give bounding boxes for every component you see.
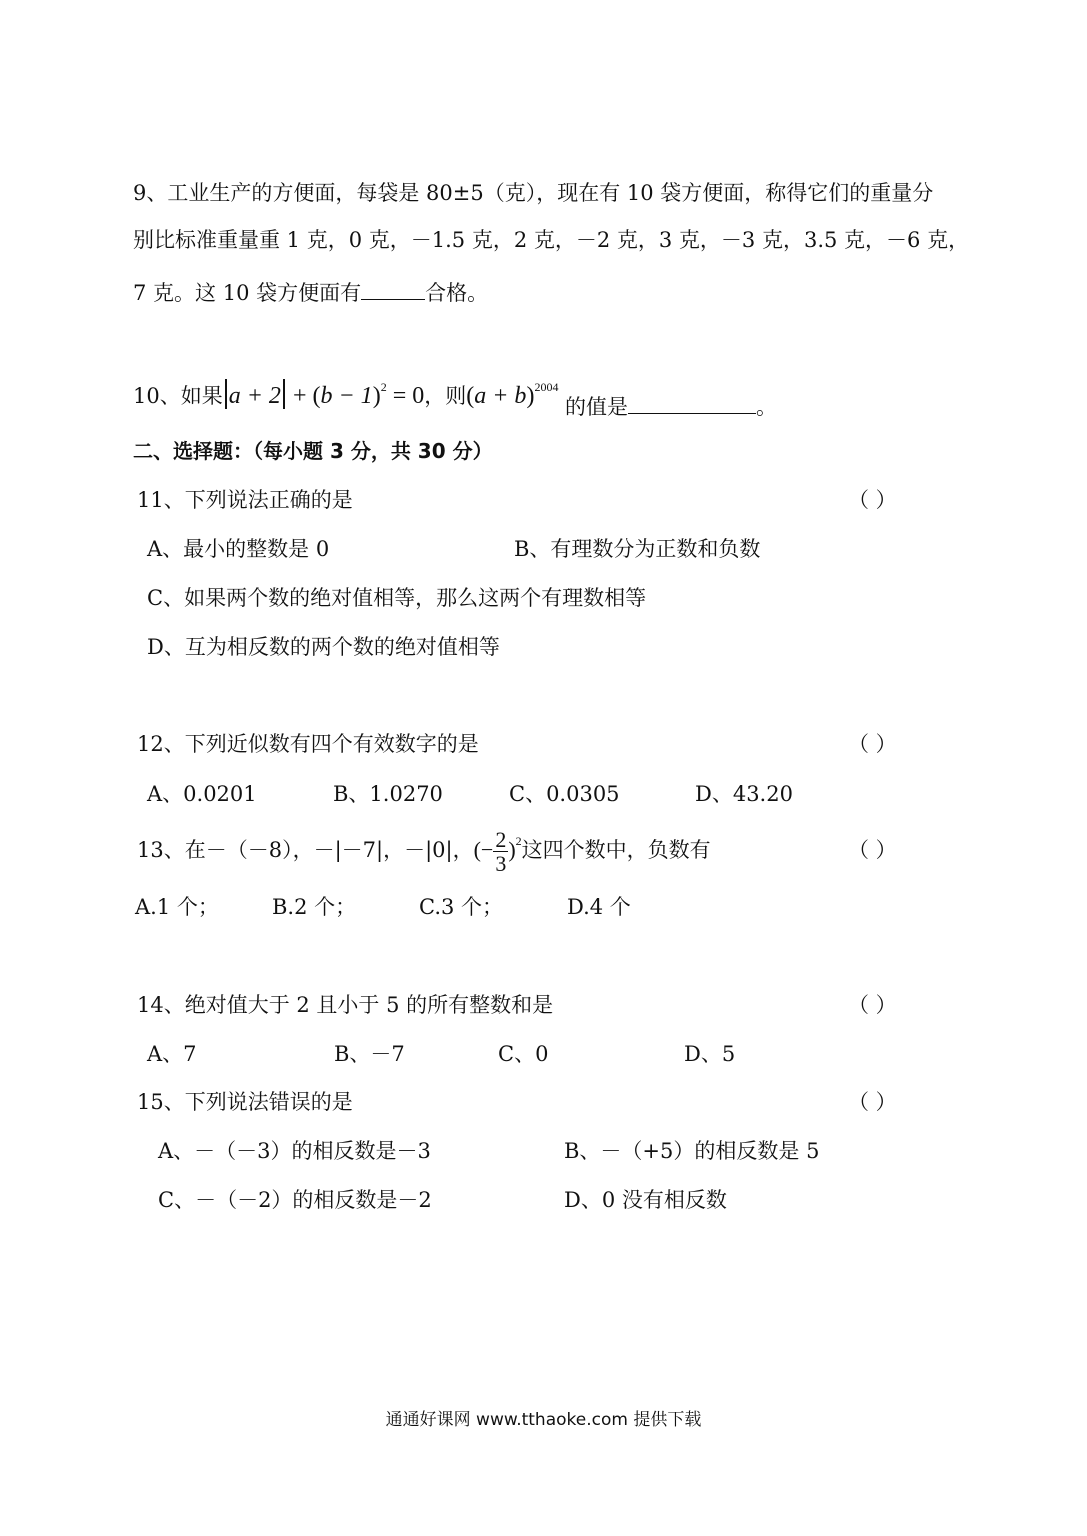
q13-frac-exp: 2 (515, 834, 522, 848)
q10-mid: ，则 (424, 384, 467, 408)
q9-answer-blank (361, 298, 425, 300)
q13-stem-a: 13、在－（－8），－|－7|，－|0|， (137, 838, 474, 862)
q11-answer-paren: （ ） (848, 488, 897, 512)
q9-line1: 9、工业生产的方便面，每袋是 80±5（克），现在有 10 袋方便面，称得它们的重量分 (133, 181, 934, 205)
q10-suffix: 的值是 (565, 395, 628, 419)
q11-option-d: D、互为相反数的两个数的绝对值相等 (147, 635, 500, 659)
q13-stem (137, 820, 711, 880)
q13-option-d: D.4 个 (567, 895, 631, 919)
q10-exp-2004: 2004 (534, 380, 559, 394)
q13-option-b: B.2 个； (272, 895, 357, 919)
q13-frac-num: 2 (495, 826, 507, 852)
q9-line3-end: 合格。 (425, 281, 489, 305)
q12-option-d: D、43.20 (695, 782, 793, 806)
q14-option-a: A、7 (147, 1042, 197, 1066)
q12-option-a: A、0.0201 (147, 782, 257, 806)
q15-stem: 15、下列说法错误的是 (137, 1090, 353, 1114)
q14-stem: 14、绝对值大于 2 且小于 5 的所有整数和是 (137, 993, 554, 1017)
q13-frac-den: 3 (495, 851, 507, 876)
q14-option-b: B、－7 (334, 1042, 405, 1066)
q13-answer-paren: （ ） (848, 838, 897, 862)
q15-option-d: D、0 没有相反数 (564, 1188, 727, 1212)
q14-answer-paren: （ ） (848, 993, 897, 1017)
q15-option-b: B、－（+5）的相反数是 5 (564, 1139, 820, 1163)
q14-option-c: C、0 (498, 1042, 549, 1066)
q10-line (133, 378, 558, 417)
q13-frac-close: ) (508, 837, 516, 862)
q10-tail (565, 397, 777, 418)
q10-expression: $(a + b)^{2004}$ (466, 380, 559, 409)
q12-option-b: B、1.0270 (333, 782, 443, 806)
q13-option-c: C.3 个； (419, 895, 504, 919)
q13-stem-b: 这四个数中，负数有 (521, 838, 711, 862)
q13-frac-open: (− (473, 837, 494, 862)
q12-answer-paren: （ ） (848, 732, 897, 756)
q10-end: 。 (756, 395, 777, 419)
page-footer: 通通好课网 www.tthaoke.com 提供下载 (385, 1410, 702, 1430)
q9-line2: 别比标准重量重 1 克，0 克，－1.5 克，2 克，－2 克，3 克，－3 克，3.5 克，－6 克， (133, 228, 970, 252)
q10-prefix: 10、如果 (133, 384, 223, 408)
q11-stem: 11、下列说法正确的是 (137, 488, 353, 512)
q11-option-b: B、有理数分为正数和负数 (514, 537, 761, 561)
section2-heading: 二、选择题：（每小题 3 分，共 30 分） (133, 439, 493, 463)
q10-equation: $a + 2 + (b - 1)^2 = 0$ (223, 383, 425, 409)
q9-line3 (133, 283, 488, 304)
q14-option-d: D、5 (684, 1042, 736, 1066)
q15-answer-paren: （ ） (848, 1090, 897, 1114)
q15-option-c: C、－（－2）的相反数是－2 (158, 1188, 432, 1212)
q13-fraction (493, 828, 508, 875)
q11-option-a: A、最小的整数是 0 (147, 537, 330, 561)
q12-option-c: C、0.0305 (509, 782, 620, 806)
q10-answer-blank (628, 412, 756, 414)
q13-option-a: A.1 个； (135, 895, 219, 919)
q15-option-a: A、－（－3）的相反数是－3 (158, 1139, 431, 1163)
q9-line3-text: 7 克。这 10 袋方便面有 (133, 281, 362, 305)
q11-option-c: C、如果两个数的绝对值相等，那么这两个有理数相等 (147, 586, 647, 610)
q10-exp-2: 2 (380, 380, 387, 394)
q12-stem: 12、下列近似数有四个有效数字的是 (137, 732, 479, 756)
